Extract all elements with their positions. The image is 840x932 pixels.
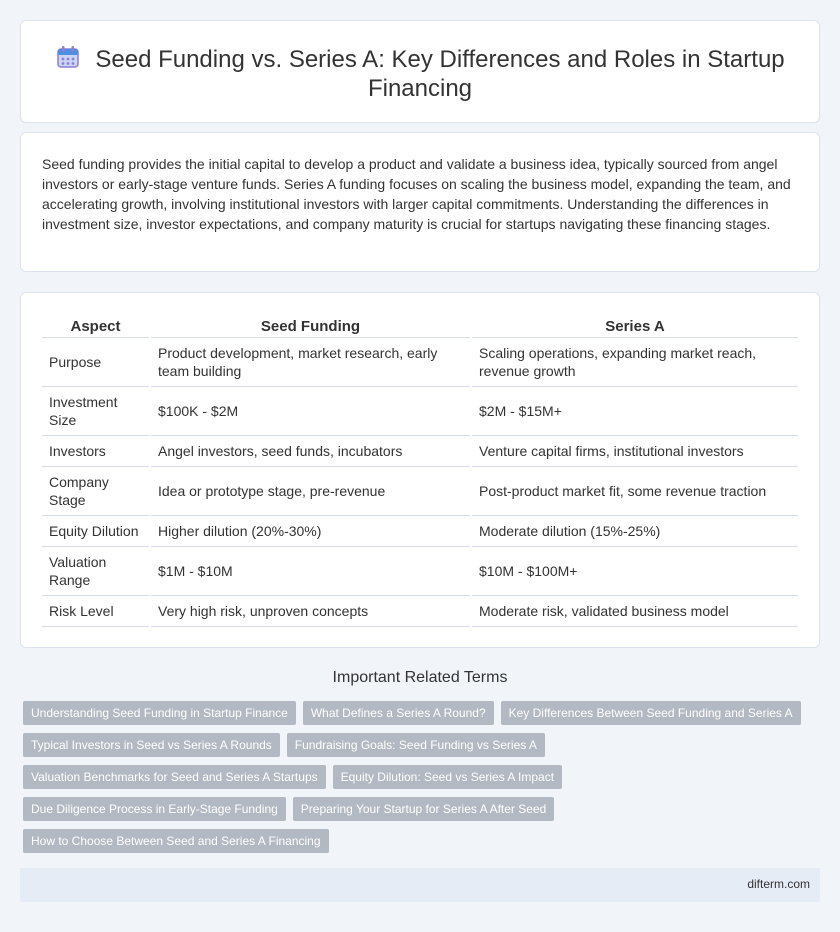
row-aspect: Purpose xyxy=(42,337,150,386)
related-term-tag[interactable]: What Defines a Series A Round? xyxy=(303,701,494,725)
row-aspect: Investment Size xyxy=(42,386,150,435)
row-series-a-value: Scaling operations, expanding market reach, revenue growth xyxy=(471,337,798,386)
table-row xyxy=(42,466,798,515)
table-row xyxy=(42,595,798,626)
title-card xyxy=(20,20,820,123)
table-row xyxy=(42,337,798,386)
related-term-tag[interactable]: Preparing Your Startup for Series A After Seed xyxy=(293,797,555,821)
table-row xyxy=(42,515,798,546)
comparison-table xyxy=(42,311,798,627)
header-series-a: Series A xyxy=(471,311,798,337)
page-title-text: Seed Funding vs. Series A: Key Differences and Roles in Startup Financing xyxy=(95,46,785,102)
intro-paragraph: Seed funding provides the initial capital to develop a product and validate a business idea, typically sourced from angel investors or early-stage venture funds. Series A funding focuses on scaling the business model, expanding the team, and accelerating growth, involving institutional investors with larger capital commitments. Understanding the differences in investment size, investor expectations, and company maturity is crucial for startups navigating these financing stages. xyxy=(42,156,791,232)
footer-brand[interactable]: difterm.com xyxy=(747,877,810,891)
row-seed-value: Very high risk, unproven concepts xyxy=(150,595,471,626)
related-term-tag[interactable]: Key Differences Between Seed Funding and Series A xyxy=(501,701,801,725)
row-series-a-value: Venture capital firms, institutional investors xyxy=(471,435,798,466)
row-seed-value: $100K - $2M xyxy=(150,386,471,435)
related-term-tag[interactable]: Equity Dilution: Seed vs Series A Impact xyxy=(333,765,562,789)
related-term-tag[interactable]: Fundraising Goals: Seed Funding vs Series A xyxy=(287,733,545,757)
row-aspect: Risk Level xyxy=(42,595,150,626)
comparison-table-card xyxy=(20,292,820,648)
table-row xyxy=(42,435,798,466)
table-row xyxy=(42,386,798,435)
row-aspect: Valuation Range xyxy=(42,546,150,595)
table-header-row xyxy=(42,311,798,337)
row-seed-value: Angel investors, seed funds, incubators xyxy=(150,435,471,466)
intro-card xyxy=(20,132,820,272)
related-term-tag[interactable]: Understanding Seed Funding in Startup Finance xyxy=(23,701,296,725)
row-series-a-value: Moderate dilution (15%-25%) xyxy=(471,515,798,546)
row-aspect: Investors xyxy=(42,435,150,466)
row-series-a-value: Moderate risk, validated business model xyxy=(471,595,798,626)
footer xyxy=(20,868,820,902)
row-seed-value: Product development, market research, early team building xyxy=(150,337,471,386)
calendar-icon xyxy=(55,44,81,70)
related-term-tag[interactable]: Valuation Benchmarks for Seed and Series A Startups xyxy=(23,765,326,789)
row-seed-value: Idea or prototype stage, pre-revenue xyxy=(150,466,471,515)
row-series-a-value: Post-product market fit, some revenue traction xyxy=(471,466,798,515)
related-term-tag[interactable]: How to Choose Between Seed and Series A Financing xyxy=(23,829,329,853)
table-row xyxy=(42,546,798,595)
related-term-tag[interactable]: Typical Investors in Seed vs Series A Rounds xyxy=(23,733,280,757)
related-term-tag[interactable]: Due Diligence Process in Early-Stage Funding xyxy=(23,797,286,821)
row-series-a-value: $2M - $15M+ xyxy=(471,386,798,435)
header-seed-funding: Seed Funding xyxy=(150,311,471,337)
row-aspect: Company Stage xyxy=(42,466,150,515)
related-terms-list xyxy=(23,701,813,853)
row-seed-value: $1M - $10M xyxy=(150,546,471,595)
row-seed-value: Higher dilution (20%-30%) xyxy=(150,515,471,546)
header-aspect: Aspect xyxy=(42,311,150,337)
row-aspect: Equity Dilution xyxy=(42,515,150,546)
row-series-a-value: $10M - $100M+ xyxy=(471,546,798,595)
page-title xyxy=(21,44,819,103)
related-terms-heading: Important Related Terms xyxy=(332,669,508,686)
